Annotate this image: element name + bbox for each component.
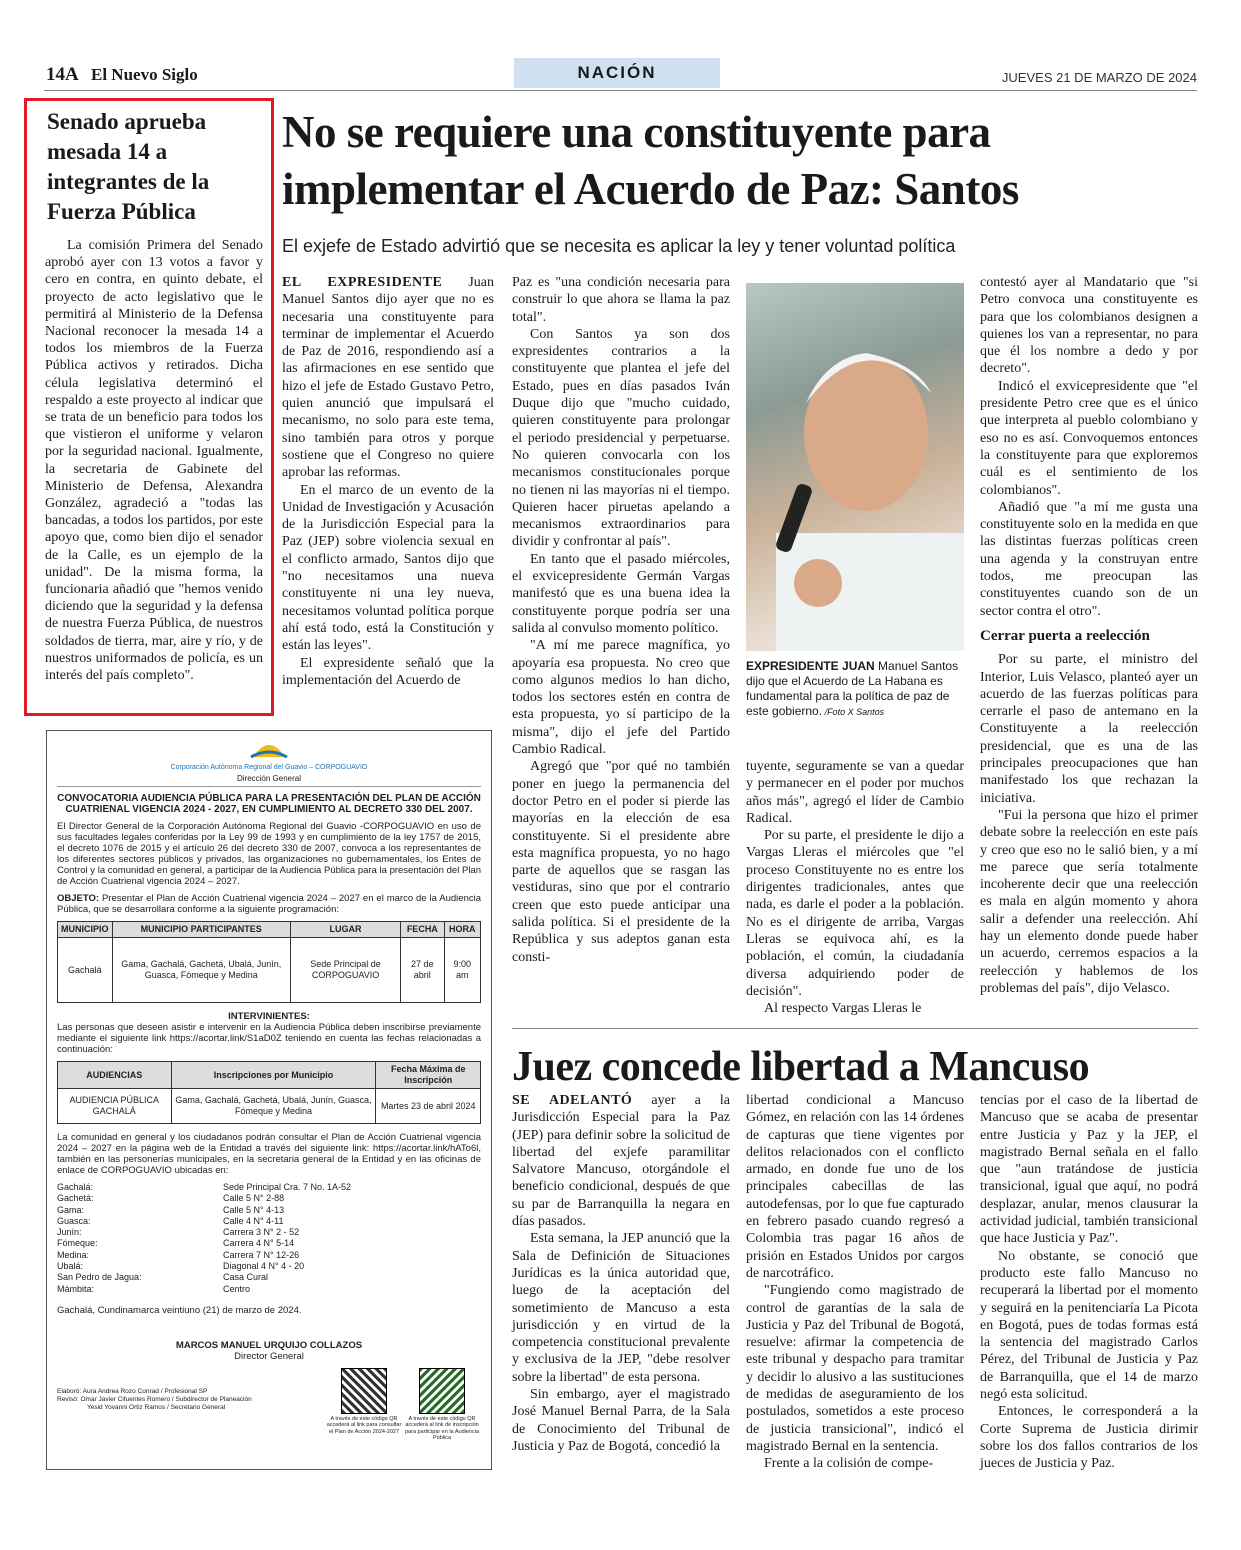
article1-subhead: Cerrar puerta a reelección [980, 627, 1150, 644]
main-subtitle: El exjefe de Estado advirtió que se necesita es aplicar la ley y tener voluntad política [282, 236, 956, 256]
article1-paragraph: Por su parte, el ministro del Interior, Luis Velasco, planteó ayer un acuerdo de las fuerzas políticas para cerrarle el paso de antemano en la Constituyente a la reelección presidencial, que es una de las principales preocupaciones que han manifestado los que rechazan la iniciativa. [980, 652, 1198, 806]
article1-paragraph: Con Santos ya son dos expresidentes contrarios a la constituyente que plantea el jefe del Estado, pues en días pasados Iván Duque dijo que "mucho cuidado, quieren constituyente para prolongar el periodo presidencial y perpetuarse. No quieren convocarla con los mecanismos constitucionales porque no tienen ni las mayorías ni el tiempo. Quieren hacer piruetas apelando a mecanismos extraordinarios para dividir y confrontar al país". [512, 326, 730, 550]
consult-text: La comunidad en general y los ciudadanos podrán consultar el Plan de Acción Cuatrienal vigencia 2024 – 2027 en la página web de la Entidad a través del siguiente link: https://acortar.link/hATo6l, también en las personerías municipales, en la secretaria general de la Entidad y en las oficinas de enlace de CORPOGUAVIO ubicadas en: [57, 1132, 481, 1176]
sidebar-body: La comisión Primera del Senado aprobó ayer con 13 votos a favor y cero en contra, en quinto debate, el proyecto de acto legislativo que le permitirá al Ministerio de la Defensa Nacional reconocer la mesada 14 a todos los miembros de la Fuerza Pública activos y retirados. Dicha célula legislativa determinó el respaldo a este proyecto al indicar que se trata de un beneficio para todos los que vistieron el uniforme y velaron por la seguridad nacional. Igualmente, la secretaria de Gabinete del Ministerio de Defensa, Alexandra González, agradeció a "todas las bancadas, a todos los partidos, por este apoyo que, como bien dijo el senador de la Calle, es un ejemplo de la unidad". De la misma forma, la funcionaria añadió que "hemos venido diciendo que la seguridad y la defensa de nuestra Fuerza Pública, de nuestros soldados de tierra, mar, aire y río, y de nuestros uniformados de policía, es un interés del país completo". [45, 238, 263, 684]
elaboro: Elaboró: Aura Andrea Rozo Conrad / Profesional SP [57, 1387, 208, 1395]
address-row: Mámbita: Centro [57, 1283, 251, 1294]
article1-paragraph: contestó ayer al Mandatario que "si Petro convoca una constituyente es para que los colombianos designen a quienes los van a representar, no para que él los nombre a dedo y por decreto". [980, 275, 1198, 377]
main-headline: No se requiere una constituyente para implementar el Acuerdo de Paz: Santos [282, 107, 1019, 214]
registration-table: AUDIENCIAS Inscripciones por Municipio Fecha Máxima de Inscripción AUDIENCIA PÚBLICA GACHALÁ Gama, Gachalá, Gachetá, Ubalá, Junín, Guasca, Fómeque y Medina Martes 23 de abril 2024 [57, 1061, 481, 1124]
article2-paragraph: Frente a la colisión de compe- [764, 1456, 934, 1472]
notice-footer [57, 1368, 481, 1442]
address-row: Gachalá: Sede Principal Cra. 7 No. 1A-52 [57, 1182, 352, 1192]
photo-credit: /Foto X Santos [822, 707, 885, 717]
address-row: Guasca: Calle 4 N° 4-11 [57, 1215, 284, 1226]
address-row: Medina: Carrera 7 N° 12-26 [57, 1249, 300, 1260]
reviso: Revisó: Omar Javier Cifuentes Romero / Subdirector de Planeación [57, 1395, 252, 1403]
article1-paragraph: tuyente, seguramente se van a quedar y permanecer en el poder por muchos años más", agregó el líder de Cambio Radical. [746, 759, 964, 826]
article1-column-3 [746, 758, 964, 1017]
article1-paragraph: Paz es "una condición necesaria para construir lo que ahora se llama la paz total". [512, 275, 730, 325]
table-row: AUDIENCIA PÚBLICA GACHALÁ Gama, Gachalá, Gachetá, Ubalá, Junín, Guasca, Fómeque y Medina Martes 23 de abril 2024 [58, 1089, 481, 1124]
article1-paragraph: Al respecto Vargas Lleras le [764, 1001, 922, 1017]
address-row: Ubalá: Diagonal 4 N° 4 - 20 [57, 1261, 305, 1272]
article2-paragraph: Esta semana, la JEP anunció que la Sala de Definición de Situaciones Jurídicas es la única autoridad que, luego de la aceptación del sometimiento de Mancuso a esta jurisdicción y en virtud de la competencia constitucional prevalente y exclusiva de la JEP, "debe resolver sobre la libertad" de esta persona. [512, 1231, 730, 1385]
section-label: NACIÓN [514, 58, 720, 88]
address-list [57, 1182, 481, 1295]
article1-column-2 [512, 274, 730, 966]
article1-paragraph: Indicó el exvicepresidente que "el presidente Petro cree que es el único que interpreta al pueblo colombiano y eso no es así. Convoquemos entonces la constituyente para que exploremos cuál es el sentimiento de los colombianos". [980, 378, 1198, 498]
notice-dept: Dirección General [57, 773, 481, 787]
sun-logo-icon [249, 737, 289, 759]
interv-title: INTERVINIENTES: [228, 1011, 310, 1022]
article2-column-3 [980, 1092, 1198, 1473]
photo-caption [746, 659, 968, 720]
corpoguavio-logo [57, 737, 481, 762]
page-header-left [46, 64, 198, 86]
header-rule [44, 90, 1197, 91]
article1-paragraph: En tanto que el pasado miércoles, el exvicepresidente Germán Vargas manifestó que es una buena idea la constituyente porque podría ser una salida al convulso momento político. [512, 551, 730, 636]
notice-objective: OBJETO: Presentar el Plan de Acción Cuatrienal vigencia 2024 – 2027 en el marco de la Audiencia Pública, que se desarrollara conforme a la siguiente programación: [57, 893, 481, 915]
article2-paragraph: SE ADELANTÓ ayer a la Jurisdicción Especial para la Paz (JEP) para definir sobre la solicitud de libertad del exjefe paramilitar Salvatore Mancuso, otorgándole el beneficio condicional, después de que su par de Barranquilla la negara en días pasados. [512, 1093, 730, 1230]
address-row: Gama: Calle 5 N° 4-13 [57, 1204, 285, 1215]
article1-lead: EL EXPRESIDENTE [282, 275, 443, 290]
place-date: Gachalá, Cundinamarca veintiuno (21) de marzo de 2024. [57, 1304, 302, 1316]
article1-paragraph: Añadió que "a mí me gusta una constituyente solo en la medida en que las distintas fuerzas políticas creen una agenda y la construyan entre todos, me preocupan las constituyentes cuando son de un sector contra el otro". [980, 499, 1198, 619]
article2-paragraph: libertad condicional a Mancuso Gómez, en relación con las 14 órdenes de capturas que tiene vigentes por delitos relacionados con el conflicto armado, en donde fue uno de los principales cabecillas de las autodefensas, por lo que fue capturado en febrero pasado cuando regresó a Colombia tras pagar 16 años de prisión en Estados Unidos por cargos de narcotráfico. [746, 1093, 964, 1281]
article2-rule [512, 1028, 1198, 1029]
article2-column-2 [746, 1092, 964, 1473]
article2-paragraph: No obstante, se conoció que producto este fallo Mancuso no recuperará la libertad por el momento y seguirá en la penitenciaría La Picota en Bogotá, pues de todas formas está la sentencia del magistrado Carlos Pérez, del Tribunal de Justicia y Paz de Barranquilla, que el 14 de marzo negó esta solicitud. [980, 1248, 1198, 1403]
qr-code-registration[interactable] [419, 1368, 465, 1414]
schedule-table: MUNICIPIO MUNICIPIO PARTICIPANTES LUGAR FECHA HORA Gachalá Gama, Gachalá, Gachetá, Ubalá, Junín, Guasca, Fómeque y Medina Sede Principal de CORPOGUAVIO 27 de abril 9:00 am [57, 921, 481, 1003]
corpoguavio-notice [46, 730, 492, 1470]
article1-paragraph: El expresidente señaló que la implementación del Acuerdo de [282, 655, 494, 688]
signer-name: MARCOS MANUEL URQUIJO COLLAZOS [175, 1339, 363, 1351]
sidebar-article [24, 98, 274, 716]
article1-paragraph: En el marco de un evento de la Unidad de Investigación y Acusación de la Jurisdicción Especial para la Paz (JEP) sobre violencia sexual en el conflicto armado, Santos dijo que "no necesitamos una nueva constituyente ni una ley nueva, necesitamos voluntad política porque ahí está todo, está la Constitución y están las leyes". [282, 482, 494, 654]
article2-paragraph: Entonces, le corresponderá a la Corte Suprema de Justicia dirimir sobre los dos fallos contrarios de los jueces de Justicia y Paz. [980, 1404, 1198, 1472]
address-row: Junín: Carrera 3 N° 2 - 52 [57, 1227, 300, 1238]
page-number: 14A [46, 64, 79, 85]
table-row: Gachalá Gama, Gachalá, Gachetá, Ubalá, Junín, Guasca, Fómeque y Medina Sede Principal de CORPOGUAVIO 27 de abril 9:00 am [58, 938, 481, 1003]
qr-code-plan[interactable] [341, 1368, 387, 1414]
sidebar-title: Senado aprueba mesada 14 a integrantes de la Fuerza Pública [47, 109, 210, 224]
article2-paragraph: tencias por el caso de la libertad de Mancuso que se acaba de presentar entre Justicia y Paz y la JEP, el magistrado Bernal señala en el fallo que "aun tratándose de justicia transicional, igual que aquí, no podrá desplazar, anular, menos clausurar la actividad judicial, también transicional que hace Justicia y Paz". [980, 1093, 1198, 1247]
article2-headline: Juez concede libertad a Mancuso [512, 1044, 1090, 1090]
article1-paragraph: Por su parte, el presidente le dijo a Vargas Lleras el miércoles que "el proceso Constituyente no es entre los dirigentes tradicionales, antes que nada, es darle el poder a la población. No es el dirigente de arriba, Vargas Lleras se equivoca ahí, es la población, el común, la ciudadanía diversa adquiriendo poder de decisión". [746, 828, 964, 999]
qr-block-2: A través de este código QR accederá al link de inscripción para participar en la Audiencia Pública [403, 1368, 481, 1442]
notice-intro: El Director General de la Corporación Autónoma Regional del Guavio -CORPOGUAVIO en uso de sus facultades legales conferidas por la Ley 99 de 1993 y en cumplimiento de la ley 1757 de 2015, el decreto 1076 de 2015 y el artículo 26 del decreto 330 de 2007, convoca a los representantes de los diferentes sectores públicos y privados, las organizaciones no gubernamentales, los Entes de Control y la comunidad en general, a participar de la Audiencia Pública para la presentación del Plan de Acción Cuatrienal vigencia 2024 – 2027. [57, 821, 481, 887]
article1-paragraph: EL EXPRESIDENTE Juan Manuel Santos dijo ayer que no es necesaria una constituyente para terminar de implementar el Acuerdo de Paz de 2016, respondiendo así a las afirmaciones en ese sentido que hizo el jefe de Estado Gustavo Petro, quien anunció que impulsará el mecanismo, no solo para este tema, sino también para otros y porque sostiene que el Congreso no quiere aprobar las reformas. [282, 275, 494, 481]
article1-paragraph: Agregó que "por qué no también poner en juego la permanencia del doctor Petro en el poder si pierde las mayorías en la elección de esa constituyente. Si el presidente abre esta magnífica propuesta, yo no hago parte de aquellos que se rasgan las vestiduras, sino que por el contrario creen que esto puede anticipar una salida política. Si el presidente de la República y sus adeptos ganan esta consti- [512, 759, 730, 965]
address-row: Gachetá: Calle 5 N° 2-88 [57, 1193, 285, 1204]
article1-column-4 [980, 274, 1198, 997]
santos-photo [746, 283, 964, 651]
notice-title: CONVOCATORIA AUDIENCIA PÚBLICA PARA LA PRESENTACIÓN DEL PLAN DE ACCIÓN CUATRIENAL VIGENCIA 2024 - 2027, EN CUMPLIMIENTO AL DECRETO 330 DEL 2007. [57, 793, 481, 815]
article2-lead: SE ADELANTÓ [512, 1093, 633, 1108]
article1-column-1 [282, 274, 494, 689]
notice-org: Corporación Autónoma Regional del Guavio – CORPOGUAVIO [170, 764, 368, 771]
address-row: Fómeque: Carrera 4 N° 5-14 [57, 1238, 295, 1249]
address-row: San Pedro de Jagua: Casa Cural [57, 1272, 269, 1283]
article1-paragraph: "Fui la persona que hizo el primer debate sobre la reelección en este país y creo que eso no le salió bien, y a mí me parece que sería totalmente incoherente decir que una reelección es mala en algún momento y ahora salir a defender una reelección. Ahí hay un elemento donde puede haber un acuerdo, cerremos espacios a la reelección y hablemos de los problemas del país", dijo Velasco. [980, 807, 1198, 996]
caption-text: Manuel Santos dijo que el Acuerdo de La Habana es fundamental para la política de paz de este gobierno. [746, 659, 959, 718]
interv-text: Las personas que deseen asistir e intervenir en la Audiencia Pública deben inscribirse previamente mediante el siguiente link https://acortar.link/S1aD0Z teniendo en cuenta las fechas relacionadas a continuación: [57, 1022, 481, 1055]
article2-paragraph: Sin embargo, ayer el magistrado José Manuel Bernal Parra, de la Sala de Conocimiento del Tribunal de Justicia y Paz de Bogotá, concedió la [512, 1387, 730, 1454]
issue-date: JUEVES 21 DE MARZO DE 2024 [1001, 70, 1197, 85]
qr-block-1: A través de este código QR accederá al link para consultar el Plan de Acción 2024-2027 [325, 1368, 403, 1436]
signer-role: Director General [234, 1350, 304, 1362]
article2-paragraph: "Fungiendo como magistrado de control de garantías de la sala de Justicia y Paz del Tribunal de Bogotá, resuelve: afirmar la competencia de este tribunal y despacho para tramitar y decidir lo alusivo a las sustituciones de medidas de aseguramiento de los postulados, sometidos a este proceso de justicia transicional", indicó el magistrado Bernal en la sentencia. [746, 1283, 964, 1454]
newspaper-name: El Nuevo Siglo [90, 65, 198, 84]
caption-lead: EXPRESIDENTE JUAN [746, 659, 875, 673]
article1-paragraph: "A mí me parece magnífica, yo apoyaría esa propuesta. No creo que como algunos medios lo han dicho, todos los sectores estén en contra de esta propuesta, yo sí participo de la misma", dijo el jefe del Partido Cambio Radical. [512, 638, 730, 758]
article2-column-1 [512, 1092, 730, 1455]
reviso-2: Yesid Yovanni Ortiz Ramos / Secretario General [87, 1403, 226, 1411]
